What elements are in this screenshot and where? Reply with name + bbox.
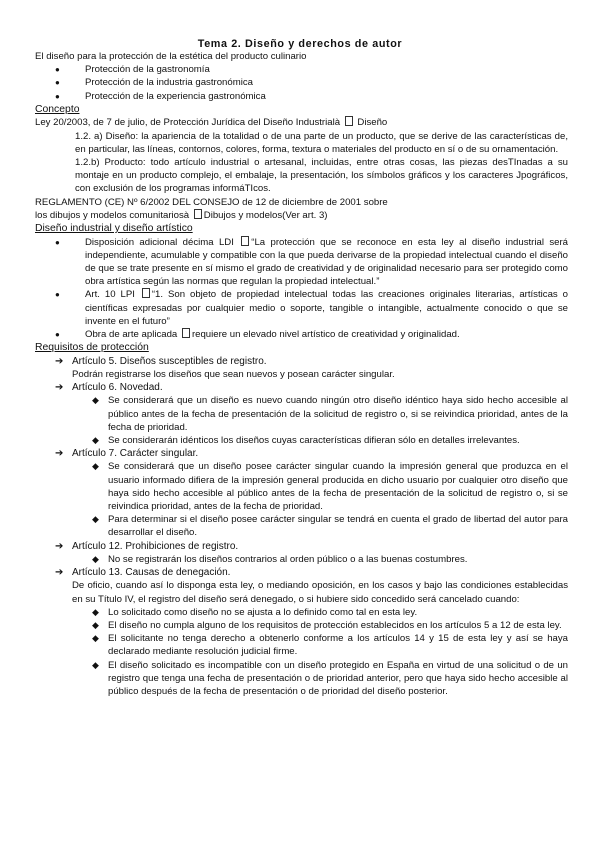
missing-glyph-icon — [142, 288, 150, 298]
diamond-bullet-icon: ◆ — [92, 553, 99, 564]
regulation-line-2: los dibujos y modelos comunitariosà Dibujos y modelos(Ver art. 3) — [35, 209, 328, 221]
list-item: ◆ Se considerará que un diseño posee carácter singular cuando la impresión general que produzca en el usuario informado difiera de la impresión general producida en dicho usuario por cualquier otro diseño que haya sido hecho accesible al público antes de la fecha de presentación de la solicitud de registro o, si se reivindica prioridad, antes de la fecha de prioridad. — [92, 461, 568, 513]
list-item: ◆ El diseño solicitado es incompatible con un diseño protegido en España en virtud de una solicitud o de un registro que tenga una fecha de presentación o de prioridad anterior, pero que haya sido hecho accesible al público después de la fecha de presentación o de prioridad del diseño posterior. — [92, 659, 568, 697]
bullet-icon: ● — [55, 91, 60, 101]
diamond-bullet-icon: ◆ — [92, 606, 99, 617]
arrow-right-icon: ➔ — [55, 448, 64, 460]
intro-line: El diseño para la protección de la estética del producto culinario — [35, 51, 307, 62]
arrow-right-icon: ➔ — [55, 567, 64, 579]
missing-glyph-icon — [241, 236, 249, 246]
diamond-bullet-icon: ◆ — [92, 659, 99, 670]
law-reference: Ley 20/2003, de 7 de julio, de Protección Jurídica del Diseño Industrialà Diseño — [35, 117, 388, 129]
diamond-bullet-icon: ◆ — [92, 461, 99, 472]
section-heading-requisitos: Requisitos de protección — [35, 342, 149, 354]
list-item: ◆ Lo solicitado como diseño no se ajusta a lo definido como tal en esta ley. — [92, 606, 418, 618]
diamond-bullet-icon: ◆ — [92, 514, 99, 525]
diamond-bullet-icon: ◆ — [92, 619, 99, 630]
bullet-icon: ● — [55, 290, 60, 300]
list-item: ◆ El diseño no cumpla alguno de los requisitos de protección establecidos en los artículos 5 a 12 de esta ley. — [92, 619, 562, 631]
list-item: ◆ Se considerará que un diseño es nuevo cuando ningún otro diseño idéntico haya sido hecho accesible al público antes de la fecha de presentación de la solicitud de registro o, si se reivindica prioridad, antes de la fecha de prioridad. — [92, 395, 568, 433]
list-item: ● Art. 10 LPI “1. Son objeto de propiedad intelectual todas las creaciones originales literarias, artísticas o científicas expresadas por cualquier medio o soporte, tangible o intangible, actualmente conocido o que se invente en el futuro” — [55, 289, 568, 327]
list-item: ● Obra de arte aplicada requiere un elevado nivel artístico de creatividad y originalidad. — [55, 329, 460, 341]
definition-diseno: 1.2. a) Diseño: la apariencia de la totalidad o de una parte de un producto, que se derive de las características de, en particular, las líneas, contornos, colores, forma, textura o materiales del producto en sí o de su ornamentación. — [75, 130, 568, 155]
missing-glyph-icon — [194, 209, 202, 219]
diamond-bullet-icon: ◆ — [92, 435, 99, 446]
diamond-bullet-icon: ◆ — [92, 633, 99, 644]
arrow-right-icon: ➔ — [55, 540, 64, 552]
bullet-icon: ● — [55, 330, 60, 340]
list-item: ◆ El solicitante no tenga derecho a obtenerlo conforme a los artículos 14 y 15 de esta ley y así se haya declarado mediante resolución judicial firme. — [92, 633, 568, 658]
diamond-bullet-icon: ◆ — [92, 395, 99, 406]
article-12-heading: ➔ Artículo 12. Prohibiciones de registro. — [55, 540, 239, 552]
missing-glyph-icon — [182, 328, 190, 338]
list-item: ● Protección de la gastronomía — [55, 64, 210, 76]
intro-list — [35, 63, 568, 103]
list-item: ● Protección de la industria gastronómica — [55, 77, 253, 89]
list-item: ◆ No se registrarán los diseños contrarios al orden público o a las buenas costumbres. — [92, 553, 468, 565]
list-item: ◆ Para determinar si el diseño posee carácter singular se tendrá en cuenta el grado de libertad del autor para desarrollar el diseño. — [92, 514, 568, 539]
section-heading-diseno-artistico: Diseño industrial y diseño artístico — [35, 223, 193, 235]
article-7-heading: ➔ Artículo 7. Carácter singular. — [55, 448, 199, 460]
article-13-heading: ➔ Artículo 13. Causas de denegación. — [55, 567, 231, 579]
article-5-heading: ➔ Artículo 5. Diseños susceptibles de registro. — [55, 355, 267, 367]
definition-producto: 1.2.b) Producto: todo artículo industrial o artesanal, incluidas, entre otras cosas, las piezas desTInadas a su montaje en un producto complejo, el embalaje, la presentación, los símbolos gráficos y los caracteres Jpográficos, con exclusión de los programas informáTIcos. — [75, 157, 568, 195]
document-body — [35, 50, 568, 698]
article-5-text: Podrán registrarse los diseños que sean nuevos y posean carácter singular. — [72, 369, 395, 381]
list-item: ● Protección de la experiencia gastronómica — [55, 90, 266, 102]
article-6-heading: ➔ Artículo 6. Novedad. — [55, 382, 163, 394]
article-13-text: De oficio, cuando así lo disponga esta ley, o mediando oposición, en los casos y bajo las condiciones establecidas en su Título IV, el registro del diseño será denegado, o si hubiere sido concedido será cancelado cuando: — [72, 580, 568, 605]
list-item: ● Disposición adicional décima LDI “La protección que se reconoce en esta ley al diseño industrial será independiente, acumulable y compatible con la que pueda derivarse de la propiedad intelectual cuando el diseño de que se trate presente en sí mismo el grado de creatividad y de originalidad necesario para ser protegido como obra artística según las normas que regulan la propiedad intelectual.” — [55, 236, 568, 288]
list-item: ◆ Se considerarán idénticos los diseños cuyas características difieran sólo en detalles irrelevantes. — [92, 435, 520, 447]
missing-glyph-icon — [345, 116, 353, 126]
arrow-right-icon: ➔ — [55, 382, 64, 394]
bullet-icon: ● — [55, 78, 60, 88]
bullet-icon: ● — [55, 237, 60, 247]
bullet-icon: ● — [55, 65, 60, 75]
arrow-right-icon: ➔ — [55, 355, 64, 367]
section-heading-concepto: Concepto — [35, 103, 80, 115]
regulation-line: REGLAMENTO (CE) Nº 6/2002 DEL CONSEJO de 12 de diciembre de 2001 sobre — [35, 196, 388, 208]
document-title: Tema 2. Diseño y derechos de autor — [197, 38, 403, 50]
